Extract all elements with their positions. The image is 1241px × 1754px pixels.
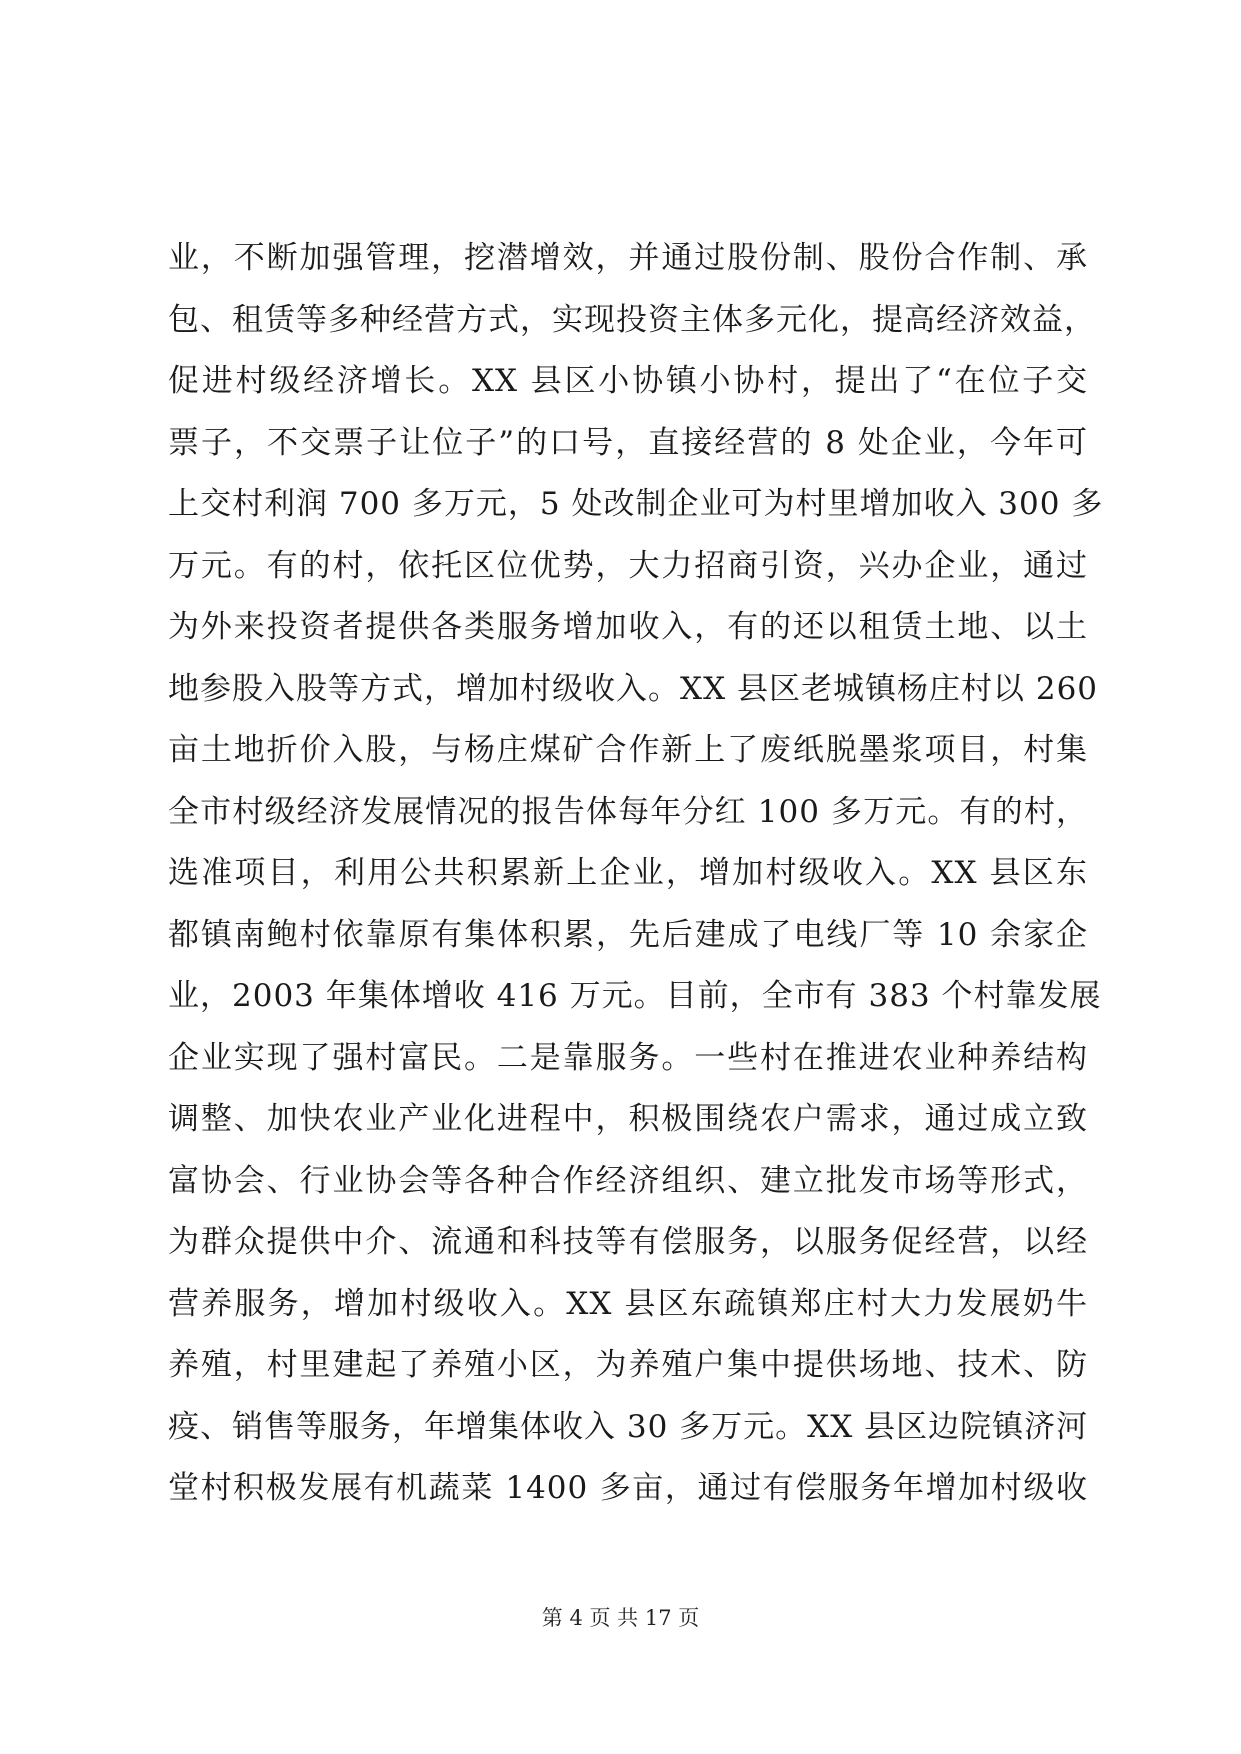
- text-line: 企业实现了强村富民。二是靠服务。一些村在推进农业种养结构: [168, 1039, 1088, 1076]
- text-line: 促进村级经济增长。XX 县区小协镇小协村，提出了“在位子交: [168, 363, 1088, 399]
- text-line: 疫、销售等服务，年增集体收入 30 多万元。XX 县区边院镇济河: [168, 1408, 1089, 1445]
- text-line: 业，2003 年集体增收 416 万元。目前，全市有 383 个村靠发展: [168, 978, 1102, 1014]
- page-footer: [0, 1602, 1241, 1632]
- text-line: 为群众提供中介、流通和科技等有偿服务，以服务促经营，以经: [168, 1224, 1088, 1260]
- text-line: 票子，不交票子让位子”的口号，直接经营的 8 处企业，今年可: [168, 424, 1088, 461]
- text-line: 全市村级经济发展情况的报告体每年分红 100 多万元。有的村，: [168, 793, 1088, 830]
- text-line: 万元。有的村，依托区位优势，大力招商引资，兴办企业，通过: [168, 547, 1088, 584]
- text-line: 富协会、行业协会等各种合作经济组织、建立批发市场等形式，: [168, 1162, 1088, 1199]
- text-line: 上交村利润 700 多万元，5 处改制企业可为村里增加收入 300 多: [168, 486, 1104, 522]
- text-line: 为外来投资者提供各类服务增加收入，有的还以租赁土地、以土: [168, 609, 1088, 645]
- text-line: 包、租赁等多种经营方式，实现投资主体多元化，提高经济效益，: [168, 301, 1096, 338]
- text-line: 选准项目，利用公共积累新上企业，增加村级收入。XX 县区东: [168, 855, 1088, 891]
- text-line: 堂村积极发展有机蔬菜 1400 多亩，通过有偿服务年增加村级收: [168, 1470, 1088, 1506]
- body-text: [168, 228, 1104, 1520]
- text-line: 营养服务，增加村级收入。XX 县区东疏镇郑庄村大力发展奶牛: [168, 1285, 1088, 1322]
- page-number: 第 4 页 共 17 页: [541, 1606, 700, 1630]
- text-line: 调整、加快农业产业化进程中，积极围绕农户需求，通过成立致: [168, 1101, 1088, 1137]
- text-line: 亩土地折价入股，与杨庄煤矿合作新上了废纸脱墨浆项目，村集: [168, 732, 1088, 768]
- text-line: 都镇南鲍村依靠原有集体积累，先后建成了电线厂等 10 余家企: [168, 916, 1088, 953]
- text-line: 地参股入股等方式，增加村级收入。XX 县区老城镇杨庄村以 260: [168, 670, 1099, 707]
- text-line: 养殖，村里建起了养殖小区，为养殖户集中提供场地、技术、防: [168, 1347, 1088, 1383]
- text-line: 业，不断加强管理，挖潜增效，并通过股份制、股份合作制、承: [168, 240, 1088, 276]
